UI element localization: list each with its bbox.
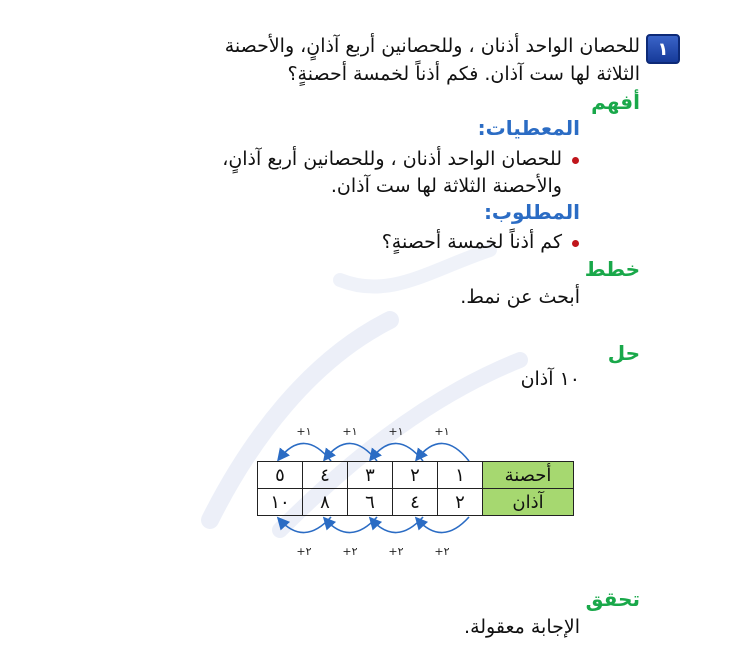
table-cell: ١٠: [258, 489, 303, 516]
given-line-1: للحصان الواحد أذنان ، وللحصانين أربع آذانٍ،: [222, 148, 562, 170]
horses-ears-table: [257, 461, 574, 516]
table-cell: ٢: [393, 462, 438, 489]
step-label-top: +١: [296, 425, 312, 438]
step-arc-bottom: [371, 517, 423, 533]
plan-heading: خطط: [584, 257, 640, 281]
step-label-bottom: +٢: [388, 545, 404, 558]
step-label-top: +١: [388, 425, 404, 438]
step-label-top: +١: [434, 425, 450, 438]
table-cell: ٥: [258, 462, 303, 489]
step-arc-top: [417, 443, 469, 461]
required-line: كم أذناً لخمسة أحصنةٍ؟: [381, 231, 562, 253]
table-cell: ٢: [438, 489, 483, 516]
given-line-2: والأحصنة الثلاثة لها ست آذان.: [330, 175, 562, 197]
step-label-top: +١: [342, 425, 358, 438]
table-cell: ٤: [393, 489, 438, 516]
bullet-icon: [572, 157, 579, 164]
required-heading: المطلوب:: [483, 200, 580, 224]
solve-heading: حل: [607, 341, 640, 365]
problem-number: ١: [657, 38, 669, 60]
solve-answer: ١٠ آذان: [520, 368, 580, 390]
table-cell: ٤: [303, 462, 348, 489]
step-label-bottom: +٢: [342, 545, 358, 558]
step-arc-bottom: [325, 517, 377, 533]
check-text: الإجابة معقولة.: [464, 616, 580, 638]
step-label-bottom: +٢: [296, 545, 312, 558]
table-cell: ٣: [348, 462, 393, 489]
problem-line-2: الثلاثة لها ست آذان. فكم أذناً لخمسة أحصنةٍ؟: [287, 63, 640, 85]
table-cell: ٦: [348, 489, 393, 516]
problem-line-1: للحصان الواحد أذنان ، وللحصانين أربع آذانٍ، والأحصنة: [224, 35, 640, 57]
problem-number-badge: [646, 34, 680, 64]
table-row-horses: [258, 462, 574, 489]
bullet-icon: [572, 240, 579, 247]
step-arc-bottom: [279, 517, 331, 533]
step-arc-bottom: [417, 517, 469, 533]
table-cell: ٨: [303, 489, 348, 516]
step-label-bottom: +٢: [434, 545, 450, 558]
row-label-ears: آذان: [483, 489, 574, 516]
step-arc-top: [325, 443, 377, 461]
understand-heading: أفهم: [591, 90, 640, 114]
check-heading: تحقق: [585, 587, 640, 611]
table-row-ears: [258, 489, 574, 516]
plan-text: أبحث عن نمط.: [460, 286, 580, 308]
step-arc-top: [371, 443, 423, 461]
row-label-horses: أحصنة: [483, 462, 574, 489]
given-heading: المعطيات:: [477, 116, 580, 140]
table-cell: ١: [438, 462, 483, 489]
step-arc-top: [279, 443, 331, 461]
